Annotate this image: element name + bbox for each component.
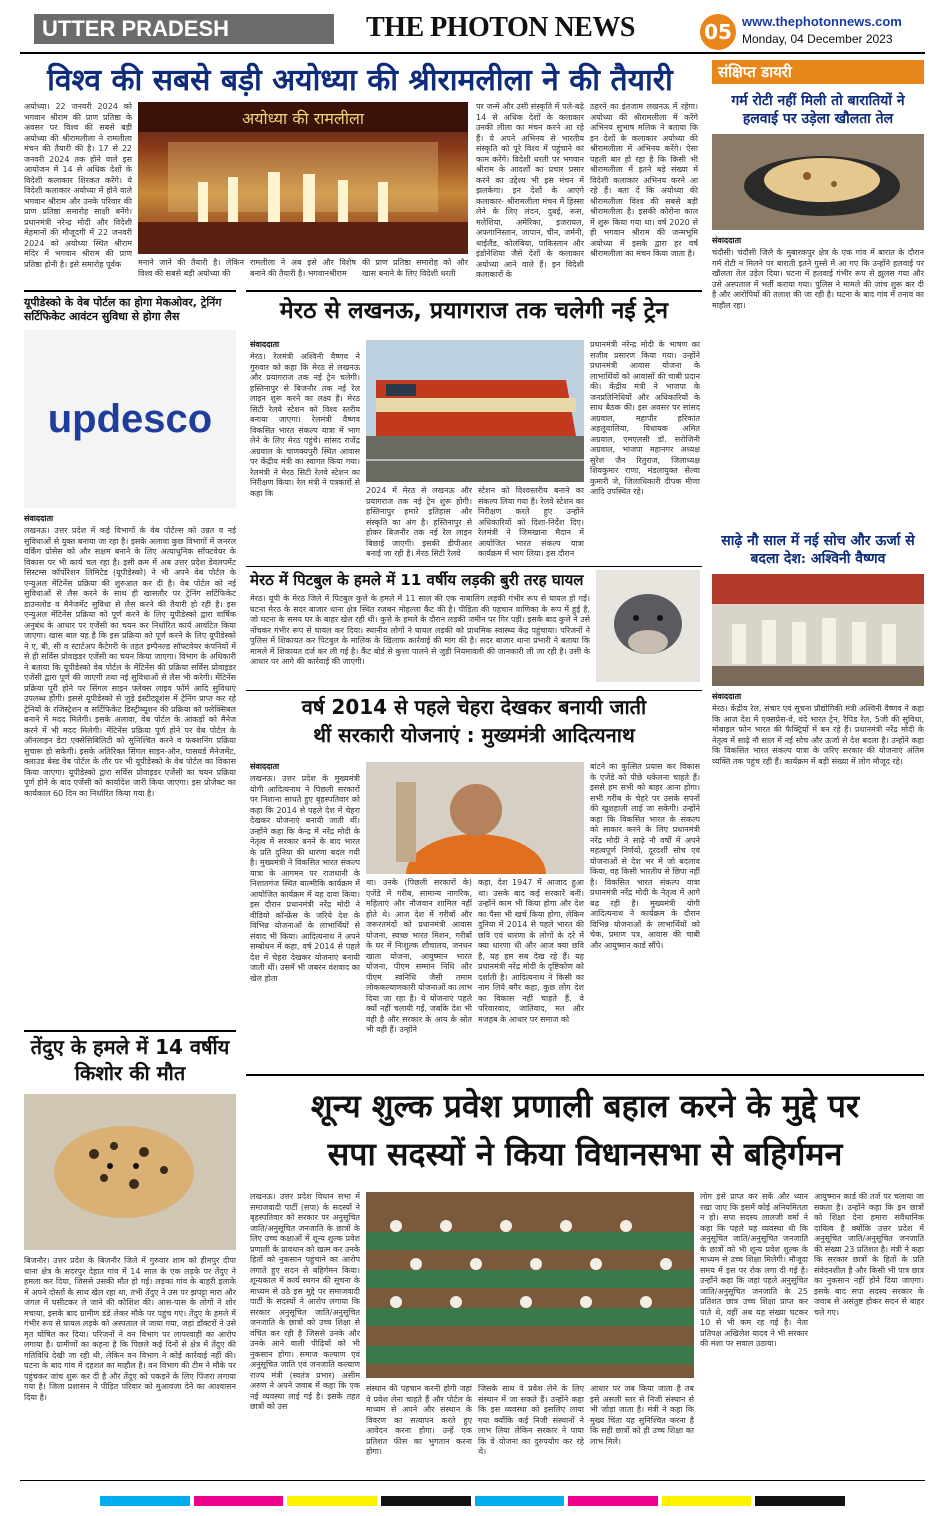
assembly-headline-line1: शून्य शुल्क प्रवेश प्रणाली बहाल करने के मुद्दे पर [310,1087,860,1125]
assembly-col2: संस्थान की पहचान करनी होगी जहां वे प्रवेश लेना चाहते हैं और पोर्टल के माध्यम से अपने और संस्थान के विवरण का सत्यापन करते हुए आवेदन करना होगा। उन्हें एक प्रतिशत फीस का भुगतान करना होगा। [366,1384,472,1456]
yogi-col3: कहा, देश 1947 में आजाद हुआ था। उसके बाद कई सरकारें बनीं। उन्होंने काम भी किया होगा और देश का पैसा भी खर्च किया होगा, लेकिन दुनिया में 2014 से पहले भारत की छवि एवं धारणा के लोगों के दरे में क्या धारणा थी और आज क्या छवि है, यह हम सब देख रहे हैं। यह प्रधानमंत्री नरेंद्र मोदी के दृष्टिकोण को दर्शाती है। आदित्यनाथ ने किसी का नाम लिये बगैर कहा, कुछ लोग देश का विकास नहीं चाहते हैं, वे परिवारवाद, जातिवाद, मत और मजहब के आधार पर समाज को [478,878,584,1024]
ramleela-stage-photo [138,102,468,254]
reg-magenta-2 [568,1496,658,1506]
assembly-col3: जिसके साथ वे प्रवेश लेने के लिए संस्थान में जा सकते हैं। उन्होंने कहा कि इस व्यवस्था को इसलिए लाया गया क्योंकि कई निजी संस्थानों ने लाभ लिया लेकिन सरकार ने पाया कि वे योजना का दुरुपयोग कर रहे थे। [478,1384,584,1456]
reg-cyan [100,1496,190,1506]
assembly-col4: आधार पर जब किया जाता है तब इसे असली स्तर से निजी संस्थान से भी जोड़ा जाता है। मंत्री ने कहा कि मुख्य चिंता यह सुनिश्चित करना है कि सही छात्रों को ही उच्च शिक्षा का लाभ मिले। [590,1384,694,1446]
yogi-col2: था। उनके (पिछली सरकारों के) एजेंडे में गरीब, सामान्य नागरिक, महिलाएं और नौजवान शामिल नहीं होते थे। आज देश में गरीबों और जरूरतमंदों को प्रधानमंत्री आवास योजना, स्वच्छ भारत मिशन, गरीबों के घर में निःशुल्क शौचालय, जनधन खाता योजना, आयुष्मान भारत योजना, पीएम सम्मान निधि और पीएम स्वनिधि जैसी तमाम लोककल्याणकारी योजनाओं का लाभ दिया जा रहा है। ये योजनाएं पहले क्यों नहीं चलायी गईं, जबकि देश भी वही है और सरकार के आय के स्रोत भी वही हैं। उन्होंने [366,878,472,1034]
train-rule [246,290,702,292]
assembly-col5: लोग इसे प्राप्त कर सकें और ध्यान रखा जाए कि इसमें कोई अनियमितता न हो। सपा सदस्य लालजी वर्मा ने कहा कि पहले यह व्यवस्था थी कि अनुसूचित जाति/अनुसूचित जनजाति के छात्रों को भी शून्य प्रवेश शुल्क के माध्यम से उच्च शिक्षा मिलेगी। मौजूदा समय में इस पर रोक लगा दी गई है। उन्होंने कहा कि जहां पहले अनुसूचित जाति/अनुसूचित जनजाति के 25 प्रतिशत छात्र उच्च शिक्षा प्राप्त कर पाते थे, वहीं अब यह संख्या घटकर 10 से भी कम रह गई है। नेता प्रतिपक्ष अखिलेश यादव ने भी सरकार की मंशा पर सवाल उठाया। [700,1192,808,1348]
updesco-rule [24,290,236,292]
pitbull-rule [246,566,702,567]
ayodhya-col4: की प्राण प्रतिष्ठा समारोह को और खास बनाने के लिए विदेशी धरती [362,258,468,278]
yogi-photo [366,762,584,874]
train-illustration [366,340,584,482]
train-headline: मेरठ से लखनऊ, प्रयागराज तक चलेगी नई ट्रेन [279,298,669,324]
sidebar-story1-title: गर्म रोटी नहीं मिली तो बारातियों ने हलवाई पर उड़ेला खौलता तेल [731,93,905,127]
sidebar-story2-title: साढ़े नौ साल में नई सोच और ऊर्जा से बदला देश: अश्विनी वैष्णव [721,533,915,567]
assembly-hall-illustration [366,1192,694,1378]
reg-cyan-2 [475,1496,565,1506]
updesco-logo: updesco [47,396,213,441]
reg-yellow-2 [662,1496,752,1506]
issue-date: Monday, 04 December 2023 [742,32,893,46]
pitbull-headline: मेरठ में पिटबुल के हमले में 11 वर्षीय लड़की बुरी तरह घायल [250,571,584,589]
train-col3: स्टेशन को विश्वस्तरीय बनाने का संकल्प लिया गया है। रेलवे स्टेशन का निरीक्षण करते हुए उन्होंने अधिकारियों को दिशा-निर्देश दिए। रेलमंत्री ने जिमखाना मैदान में आयोजित भारत संकल्प यात्रा कार्यक्रम में भाग लिया। इस दौरान [478,486,584,558]
leopard-photo [24,1094,236,1250]
pitbull-photo [596,570,700,682]
updesco-body: लखनऊ। उत्तर प्रदेश में कई विभागों के वेब पोर्टल्स को उन्नत व नई सुविधाओं से युक्त बनाया जा रहा है। इसके अलावा कुछ विभागों में जनरल वर्किंग प्रोसेस को और सक्षम बनाने के लिए अत्याधुनिक सॉफ्टवेयर के विकास पर भी कार्य चल रहा है। इसी क्रम में अब उत्तर प्रदेश डेवलपमेंट सिस्टम्स कॉर्पोरेशन लिमिटेड (यूपीडेस्को) ने भी अपने वेब पोर्टल के एन्युअल मेंटिनेंस प्रक्रिया की शुरुआत कर दी है। वेब पोर्टल को नई सुविधाओं से लैस करने के साथ ही खासतौर पर ट्रेनिंग सर्टिफिकेट डाउनलोड व मैनेजमेंट सुविधा से लैस करने की तैयारी हो रही है। इस एन्युअल मेंटिनेंस प्रक्रिया को पूर्ण करने के लिए यूपीडेस्को द्वारा वार्षिक अनुबंध के आधार पर एजेंसी का चयन कर निर्धारित कार्य आवंटित किया जाएगा। खास बात यह है कि इस प्रक्रिया को पूर्ण करने के लिए यूपीडेस्को ने ए, बी, सी व स्टार्टअप कैटेगरी के तहत इम्पैनल्ड सॉफ्टवेयर कंपनियों में से ही सर्विस प्रोवाइडर एजेंसी का चयन किया जाएगा। विभाग के अधिकारी ने बताया कि यूपीडेस्को वेब पोर्टल के मेंटिनेंस की प्रक्रिया सर्विस प्रोवाइडर एजेंसी द्वारा पूर्ण की जाएगी तथा नई सुविधाओं से लैस भी करेगी। मेंटिनेंस प्रक्रिया पूरी होने पर सिंगल साइन फ्लेक्स लाइव फॉर्म आदि सुविधाएं उपलब्ध होंगी। इससे यूपीडेस्को से जुड़े इंस्टीट्यूशंस में ट्रेनिंग प्राप्त कर रहे ट्रेनियों के रजिस्ट्रेशन व सर्टिफिकेट डिस्ट्रीब्यूशन की प्रक्रिया को फ्लेक्सिबल बनाने में मदद मिलेगी। इसके अलावा, वेब पोर्टल के आंकड़ों को मैनेज करने में भी मदद मिलेगी। मेंटिनेंस प्रक्रिया पूर्ण होने पर वेब पोर्टल के ऑनलाइन डेटा एक्सेसिबिलिटी को सुनिश्चित करने व फंक्शनिंग प्रक्रिया सुचारू हो सकेगी। इसके अतिरिक्त सिंगल साइन-ऑन, पासवर्ड मैनेजमेंट, क्लाउड बेस्ड वेब पोर्टल के तौर पर भी यूपीडेस्को के वेब पोर्टल का विकास किया जाएगा। यूपीडेस्को द्वारा सर्विस प्रोवाइडर एजेंसी का चयन प्रक्रिया पूर्ण होने के बाद एजेंसी को कार्यादेश जारी किया जाएगा। इस प्रोजेक्ट का कार्यकाल 60 दिन का निर्धारित किया गया है। [24,526,236,798]
reg-black [381,1496,471,1506]
event-crowd-illustration [712,574,924,686]
sidebar-story1-byline: संवाददाता [712,236,742,245]
leopard-illustration [24,1094,236,1250]
ayodhya-col5: पर जन्मे और उसी संस्कृति में पले-बढ़े 14 से अधिक देशों के कलाकार उनकी लीला का मंचन करने आ रहे हैं। ये अपने अभिनय से भारतीय संस्कृति को पूरे विश्व में पहुंचाने का काम करेंगे। विदेशी धरती पर भगवान श्रीराम के आदर्शों का प्रचार प्रसार करने का उद्देश्य भी इस मंचन में झलकेगा। इन देशों के आएंगे कलाकार- श्रीरामलीला मंचन में हिस्सा लेने के लिए लंदन, दुबई, रूस, मलेशिया, अमेरिका, इजरायल, अफगानिस्तान, जापान, चीन, जर्मनी, थाईलैंड, कोलंबिया, पाकिस्तान और इंडोनेशिया जैसे देशों के कलाकार अयोध्या आने वाले हैं। इन विदेशी कलाकारों के [476,102,584,278]
sidebar-story1-body: चंदौसी। चंदौसी जिले के मुबारकपुर क्षेत्र के एक गांव में बारात के दौरान गर्म रोटी न मिलने पर बाराती इतने गुस्से में आ गए कि उन्होंने हलवाई पर खौलता तेल उड़ेल दिया। घटना में हलवाई गंभीर रूप से झुलस गया और उसे अस्पताल में भर्ती कराया गया। पुलिस ने मामले की जांच शुरू कर दी है और आरोपियों की तलाश की जा रही है। घटना के बाद गांव में तनाव का माहौल रहा। [712,248,924,310]
reg-yellow [287,1496,377,1506]
registration-strip [100,1496,845,1506]
header-rule [20,52,925,54]
assembly-rule [246,1074,924,1076]
updesco-byline: संवाददाता [24,514,54,523]
train-col1: मेरठ। रेलमंत्री अश्विनी वैष्णव ने गुरुवार को कहा कि मेरठ से लखनऊ और प्रयागराज तक नई ट्रेन चलेगी। हस्तिनापुर से बिजनौर तक नई रेल लाइन शुरू करने का लक्ष्य है। मेरठ सिटी रेलवे स्टेशन को विश्व स्तरीय बनाया जाएगा। रेलमंत्री वैष्णव विकसित भारत संकल्प यात्रा में भाग लेने के लिए मेरठ पहुंचे। सांसद राजेंद्र अग्रवाल के चाणक्यपुरी स्थित आवास पर केंद्रीय मंत्री का स्वागत किया गया। रेलमंत्री ने मेरठ सिटी रेलवे स्टेशन का निरीक्षण किया। रेल मंत्री ने पत्रकारों से कहा कि [250,352,360,498]
leopard-headline: तेंदुए के हमले में 14 वर्षीय किशोर की मौत [30,1035,230,1085]
train-photo [366,340,584,482]
leopard-rule [24,1030,236,1032]
reg-magenta [194,1496,284,1506]
ayodhya-headline: विश्व की सबसे बड़ी अयोध्या की श्रीरामलीला ने की तैयारी [47,63,673,98]
updesco-headline: यूपीडेस्को के वेब पोर्टल का होगा मेकओवर, ट्रेनिंग सर्टिफिकेट आवंटन सुविधा से होगा लैस [24,296,222,323]
train-col2: 2024 में मेरठ से लखनऊ और प्रयागराज तक नई ट्रेन शुरू होगी। हस्तिनापुर हमारे इतिहास और संस्कृति का अंग है। हस्तिनापुर से होकर बिजनौर तक नई रेल लाइन बिछाई जाएगी। इसकी डीपीआर बनाई जा रही है। मेरठ सिटी रेलवे [366,486,472,558]
sidebar-story2-byline: संवाददाता [712,692,742,701]
sidebar-heading: संक्षिप्त डायरी [712,60,924,84]
yogi-byline: संवाददाता [250,762,280,771]
yogi-illustration [366,762,584,874]
assembly-photo [366,1192,694,1378]
yogi-col4: बांटने का कुत्सित प्रयास कर विकास के एजेंडे को पीछे धकेलना चाहते हैं। इससे हम सभी को बाहर आना होगा। सभी गरीब के चेहरे पर उसके सपनों की खुशहाली लाई जा सकेगी। उन्होंने कहा कि विकसित भारत के संकल्प को साकार करने के लिए प्रधानमंत्री नरेंद्र मोदी ने साढ़े नौ वर्षों में अपने महत्वपूर्ण निर्णयों, दूरदर्शी सोच एवं योजनाओं से देश भर में जो बदलाव किया, वह किसी भारतीय से छिपा नहीं है। विकसित भारत संकल्प यात्रा प्रधानमंत्री नरेंद्र मोदी के नेतृत्व में आगे बढ़ रही है। मुख्यमंत्री योगी आदित्यनाथ ने कार्यक्रम के दौरान विभिन्न योजनाओं के लाभार्थियों को चेक, प्रमाण पत्र, आवास की चाबी और आयुष्मान कार्ड सौंपे। [590,762,700,950]
sidebar-story2-body: मेरठ। केंद्रीय रेल, संचार एवं सूचना प्रौद्योगिकी मंत्री अश्विनी वैष्णव ने कहा कि आज देश में एक्सप्रेस-वे, वंदे भारत ट्रेन, रैपिड रेल, 5जी की सुविधा, मोबाइल फोन भारत की फैक्ट्रियों में बन रहे हैं। प्रधानमंत्री नरेंद्र मोदी के नेतृत्व में साढ़े नौ साल में नई सोच और ऊर्जा से देश बदला है। उन्होंने कहा कि विकसित भारत संकल्प यात्रा के जरिए सरकार की योजनाएं अंतिम व्यक्ति तक पहुंच रही हैं। कार्यक्रम में बड़ी संख्या में लोग मौजूद रहे। [712,704,924,766]
train-col4: प्रधानमंत्री नरेन्द्र मोदी के भाषण का सजीव प्रसारण किया गया। उन्होंने प्रधानमंत्री आवास योजना के लाभार्थियों को आवासों की चाबी प्रदान की। केंद्रीय मंत्री ने भाजपा के जनप्रतिनिधियों और अधिकारियों के साथ बैठक की। इस अवसर पर सांसद अग्रवाल, महापौर हरिकांत अहलूवालिया, विधायक अमित अग्रवाल, एमएलसी डॉ. सरोजिनी अग्रवाल, भाजपा महानगर अध्यक्ष सुरेश जैन रितुराज, जिलाध्यक्ष शिवकुमार राणा, मंडलायुक्त सेल्वा कुमारी जे, जिलाधिकारी दीपक मीणा आदि उपस्थित रहे। [590,340,700,496]
ayodhya-col2: मनाने जाने की तैयारी है। लेकिन विश्व की सबसे बड़ी अयोध्या की [138,258,244,278]
train-byline: संवाददाता [250,340,280,349]
stage-banner-text: अयोध्या की रामलीला [242,109,364,128]
pitbull-body: मेरठ। यूपी के मेरठ जिले में पिटबुल कुत्ते के हमले में 11 साल की एक नाबालिग लड़की गंभीर रूप से घायल हो गई। घटना मेरठ के सदर बाजार थाना क्षेत्र स्थित रजबन मोहल्ला कैंट की है। पीड़िता की पहचान वाणिका के रूप में हुई है, जो घटना के समय घर के बाहर खेल रही थी। कुत्ते के हमले के दौरान लड़की जमीन पर गिर पड़ी। इसके बाद कुत्ते ने उसे नोंचकर गंभीर रूप से घायल कर दिया। स्थानीय लोगों ने घायल लड़की को प्राथमिक स्वास्थ्य केंद्र पहुंचाया। परिजनों ने पुलिस में शिकायत कर पिटबुल के मालिक के खिलाफ कार्रवाई की मांग की है। सदर बाजार थाना प्रभारी ने बताया कि मामले में शिकायत दर्ज कर ली गई है। कैंट बोर्ड से कुत्ता पालने से जुड़ी नियमावली की जानकारी ली जा रही है। उसी के आधार पर आगे की कार्रवाई की जाएगी। [250,594,590,666]
yogi-rule [246,690,702,691]
updesco-logo-box [24,330,236,508]
leopard-body: बिजनौर। उत्तर प्रदेश के बिजनौर जिले में गुरुवार शाम को हीमपुर दीपा थाना क्षेत्र के सदरपुर देहात गांव में 14 साल के एक लड़के पर तेंदुए ने हमला कर दिया, जिससे उसकी मौत हो गई। लड़का गांव के बाहरी इलाके में अपने दोस्तों के साथ खेल रहा था, तभी तेंदुए ने उस पर झपट्टा मारा और जंगल में घसीटकर ले जाने की कोशिश की। आस-पास के लोगों ने शोर मचाया, इसके बाद ग्रामीण डंडे लेकर मौके पर पहुंच गए। तेंदुए के हमले में गंभीर रूप से घायल लड़के को अस्पताल ले जाया गया, जहां डॉक्टरों ने उसे मृत घोषित कर दिया। परिजनों ने वन विभाग पर लापरवाही का आरोप लगाया है। ग्रामीणों का कहना है कि पिछले कई दिनों से क्षेत्र में तेंदुए की गतिविधि देखी जा रही थी, लेकिन वन विभाग ने कोई कार्रवाई नहीं की। घटना के बाद गांव में दहशत का माहौल है। वन विभाग की टीम ने मौके पर पहुंचकर जांच शुरू कर दी है और तेंदुए को पकड़ने के लिए पिंजरा लगाया गया है। जिला प्रशासन ने पीड़ित परिवार को मुआवजा देने का आश्वासन दिया है। [24,1256,236,1402]
assembly-headline-line2: सपा सदस्यों ने किया विधानसभा से बहिर्गमन [327,1135,843,1173]
ayodhya-col3: रामलीला ने अब इसे और विशेष बनाने की तैयारी है। भगवानश्रीराम [250,258,356,278]
reg-black-2 [755,1496,845,1506]
yogi-headline-line1: वर्ष 2014 से पहले चेहरा देखकर बनायी जाती [301,695,647,719]
ayodhya-col1: अयोध्या। 22 जनवरी 2024 को भगवान श्रीराम की प्राण प्रतिष्ठा के अवसर पर विश्व की सबसे बड़ी अयोध्या की श्रीरामलीला ने रामलीला मंचन की तैयारी की है। 17 से 22 जनवरी 2024 तक होने वाले इस आयोजन में 14 से अधिक देशों के विदेशी कलाकार शिरकत करेंगे। ये विदेशी कलाकार अयोध्या में होने वाले भगवान श्रीराम और उनके परिवार की प्राण प्रतिष्ठा समारोह साक्षी बनेंगे। प्रधानमंत्री नरेन्द्र मोदी और विदेशी मेहमानों की मौजूदगी में 22 जनवरी 2024 को अयोध्या स्थित श्रीराम मंदिर में भगवान श्रीराम की प्राण प्रतिष्ठा होनी है। इसे समारोह पूर्वक [24,102,132,269]
yogi-col1: लखनऊ। उत्तर प्रदेश के मुख्यमंत्री योगी आदित्यनाथ ने पिछली सरकारों पर निशाना साधते हुए बृहस्पतिवार को कहा कि 2014 से पहले देश में चेहरा देखकर योजनाएं बनायी जाती थीं। उन्होंने कहा कि केन्द्र में नरेंद्र मोदी के नेतृत्व में सरकार बनने के बाद भारत के प्रति दुनिया की धारणा बदल गयी है। मुख्यमंत्री ने विकसित भारत संकल्प यात्रा के आगमन पर राजधानी के निशातगंज स्थित बाल्मीकि कार्यक्रम में आयोजित कार्यक्रम में यह दावा किया। इस दौरान प्रधानमंत्री नरेंद्र मोदी ने वीडियो कॉन्फ्रेंस के जरिये देश के विभिन्न योजनाओं के लाभार्थियों से संवाद भी किया। आदित्यनाथ ने अपने सम्बोधन में कहा, वर्ष 2014 से पहले देश में चेहरा देखकर योजनाएं बनायी जाती थीं। उसमें भी जबरन वंशवाद का खेल होता [250,774,360,983]
newspaper-logo: THE PHOTON NEWS [366,12,635,43]
ramleela-stage-illustration [138,102,468,254]
assembly-col1: लखनऊ। उत्तर प्रदेश विधान सभा में समाजवादी पार्टी (सपा) के सदस्यों ने बृहस्पतिवार को सरकार पर अनुसूचित जाति/अनुसूचित जनजाति के छात्रों के लिए उच्च कक्षाओं में शून्य शुल्क प्रवेश प्रणाली के प्रावधान को खत्म कर उनके हितों को नुकसान पहुंचाने का आरोप लगाते हुए सदन से बहिर्गमन किया। शून्यकाल में कार्य स्थगन की सूचना के माध्यम से उठे इस मुद्दे पर समाजवादी पार्टी के सदस्यों ने आरोप लगाया कि सरकार अनुसूचित जाति/अनुसूचित जनजाति के छात्रों को उच्च शिक्षा से वंचित कर रही है जिससे उनके और उनके आने वाली पीढ़ियों को भी नुकसान होगा। समाज कल्याण एवं अनुसूचित जाति एवं जनजाति कल्याण राज्य मंत्री (स्वतंत्र प्रभार) असीम अरुण ने अपने जवाब में कहा कि एक नई व्यवस्था लाई गई है। इसके तहत छात्रों को उस [250,1192,360,1411]
ayodhya-col6: ठहरने का इंतजाम लखनऊ में रहेगा। अयोध्या की श्रीरामलीला में करेंगे अभिनय सुभाष मलिक ने बताया कि इन देशों के कलाकार अयोध्या की श्रीरामलीला में अभिनय करेंगे। ऐसा पहली बार हो रहा है कि किसी भी श्रीरामलीला में इतने बड़े संख्या में विदेशी कलाकार अभिनय करने आ रहे हैं। बता दें कि अयोध्या की श्रीरामलीला विश्व की सबसे बड़ी श्रीरामलीला है। इसकी कोरोना काल में शुरू किया गया था। वर्ष 2020 से ही भगवान श्रीराम की जन्मभूमि अयोध्या में इसके द्वारा हर वर्ष श्रीरामलीला का मंचन किया जाता है। [590,102,698,258]
footer-rule [20,1480,925,1481]
roti-illustration [712,134,924,230]
roti-photo [712,134,924,230]
vaishnav-event-photo [712,574,924,686]
assembly-col6: आयुष्मान कार्ड की तर्ज पर चलाया जा सकता है। उन्होंने कहा कि इन छात्रों को शिक्षा देना हमारा संवैधानिक दायित्व है क्योंकि उत्तर प्रदेश में अनुसूचित जाति/अनुसूचित जनजाति की संख्या 23 प्रतिशत है। मंत्री ने कहा कि सरकार छात्रों के हितों के प्रति संवेदनशील है और किसी भी पात्र छात्र का नुकसान नहीं होने दिया जाएगा। इसके बाद सपा सदस्य सरकार के जवाब से असंतुष्ट होकर सदन से बाहर चले गए। [814,1192,924,1317]
section-label: UTTER PRADESH [34,14,334,44]
website-link[interactable]: www.thephotonnews.com [742,14,902,29]
page-number-badge: 05 [700,14,736,50]
yogi-headline-line2: थीं सरकारी योजनाएं : मुख्यमंत्री आदित्यनाथ [313,723,635,747]
pitbull-illustration [596,570,700,682]
